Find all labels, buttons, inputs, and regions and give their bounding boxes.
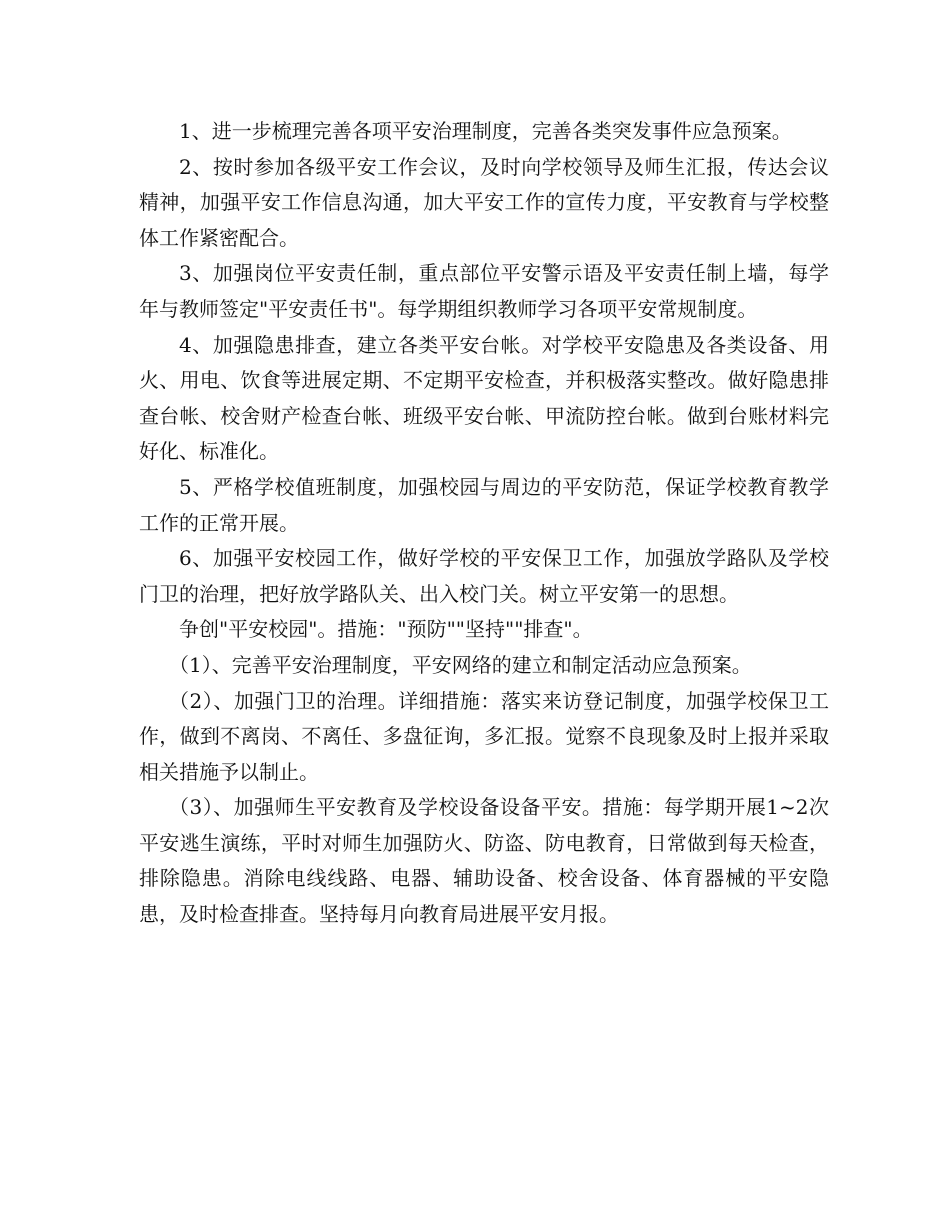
paragraph-item-2: 2、按时参加各级平安工作会议，及时向学校领导及师生汇报，传达会议精神，加强平安工作信息沟通，加大平安工作的宣传力度，平安教育与学校整体工作紧密配合。 xyxy=(139,154,829,250)
paragraph-measure-3: （3）、加强师生平安教育及学校设备设备平安。措施：每学期开展1~2次平安逃生演练，平时对师生加强防火、防盗、防电教育，日常做到每天检查，排除隐患。消除电线线路、电器、辅助设备、校舍设备、体育器械的平安隐患，及时检查排查。坚持每月向教育局进展平安月报。 xyxy=(139,795,829,927)
paragraph-measure-2: （2）、加强门卫的治理。详细措施：落实来访登记制度，加强学校保卫工作，做到不离岗、不离任、多盘征询，多汇报。觉察不良现象及时上报并采取相关措施予以制止。 xyxy=(139,688,829,784)
paragraph-measure-1: （1）、完善平安治理制度，平安网络的建立和制定活动应急预案。 xyxy=(169,652,752,677)
paragraph-item-5: 5、严格学校值班制度，加强校园与周边的平安防范，保证学校教育教学工作的正常开展。 xyxy=(139,474,829,535)
paragraph-item-6: 6、加强平安校园工作，做好学校的平安保卫工作，加强放学路队及学校门卫的治理，把好放学路队关、出入校门关。树立平安第一的思想。 xyxy=(139,546,829,606)
paragraph-item-4: 4、加强隐患排查，建立各类平安台帐。对学校平安隐患及各类设备、用火、用电、饮食等进展定期、不定期平安检查，并积极落实整改。做好隐患排查台帐、校舍财产检查台帐、班级平安台帐、甲流防控台帐。做到台账材料完好化、标准化。 xyxy=(139,332,829,464)
paragraph-safe-campus: 争创"平安校园"。措施："预防""坚持""排查"。 xyxy=(179,617,593,642)
paragraph-item-3: 3、加强岗位平安责任制，重点部位平安警示语及平安责任制上墙，每学年与教师签定"平安责任书"。每学期组织教师学习各项平安常规制度。 xyxy=(139,261,829,321)
document-body xyxy=(139,114,829,933)
paragraph-item-1: 1、进一步梳理完善各项平安治理制度，完善各类突发事件应急预案。 xyxy=(179,119,792,143)
